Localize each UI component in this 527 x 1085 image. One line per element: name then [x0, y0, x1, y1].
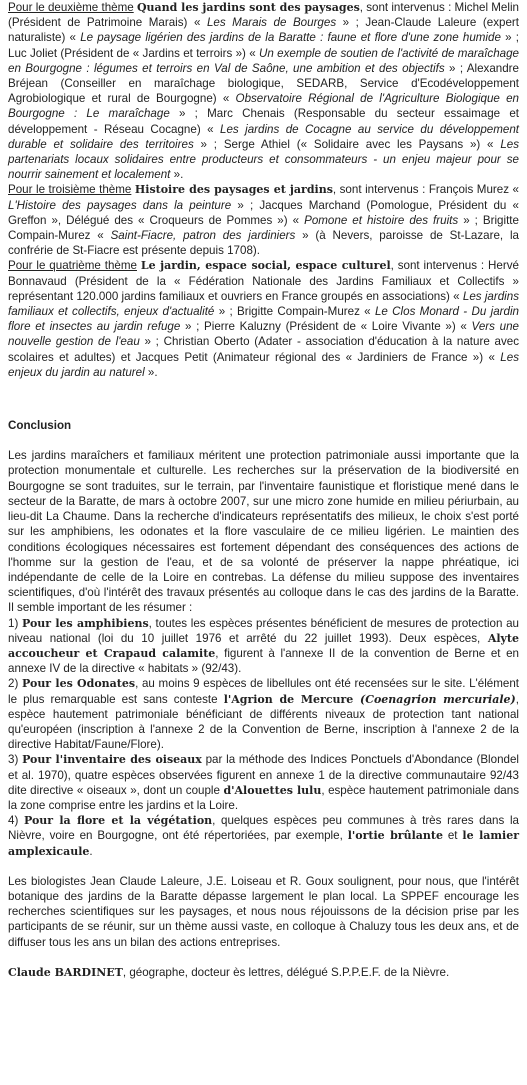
emphasis: Pour l'inventaire des oiseaux — [22, 753, 202, 767]
talk-title: Vers une nouvelle gestion de l'eau — [8, 320, 519, 349]
text-run: , sont intervenus : François Murez « — [332, 183, 519, 197]
text-run: ». — [144, 365, 158, 379]
text-run: , espèce hautement patrimoniale bénéficiant de différents niveaux de protection tant national qu'européen (inscription à l'annexe 2 de la Convention de Berne, inscription à l'annexe 2 de la directive Habitat/Faune/Flore). — [8, 692, 519, 752]
theme-2-paragraph — [8, 0, 519, 182]
conclusion-intro: Les jardins maraîchers et familiaux méritent une protection patrimoniale aussi importante que la protection monumentale et culturelle. Les recherches sur la préservation de la biodiversité en Bourgogne se sont traduites, sur le terrain, par l'inventaire faunistique et floristique mené dans le secteur de la Baratte, de mars à octobre 2007, sur une micro zone humide en milieu périurbain, au lieu-dit La Chaume. Dans la recherche d'indicateurs représentatifs des milieux, le choix s'est porté sur les amphibiens, les odonates et la flore vasculaire de ce milieu ligérien. Le maintien des conditions écologiques nécessaires est fortement dépendant des conséquences des actions de l'homme sur la gestion de l'eau, et de sa volonté de préserver la nappe phréatique, ici indépendante de celle de la Loire en contrebas. La défense du milieu suppose des inventaires scientifiques, d'où l'intérêt des travaux présentés au colloque dans le cas des jardins de la Baratte. Il semble important de les résumer : — [8, 449, 519, 615]
text-run: 4) — [8, 814, 24, 828]
theme-title: Quand les jardins sont des paysages — [136, 1, 360, 14]
emphasis: l'Agrion de Mercure — [223, 692, 361, 706]
emphasis: le lamier amplexicaule — [8, 829, 519, 858]
text-run: » (à Nevers, paroisse de St-Lazare, la confrérie de St-Fiacre est présente depuis 1708). — [8, 229, 519, 258]
theme-intro: Pour le troisième thème — [8, 183, 132, 197]
signature-name: Claude BARDINET — [8, 965, 123, 979]
text-run: 2) — [8, 677, 22, 691]
text-run: » ; Pierre Kaluzny (Président de « Loire Vivante ») « — [180, 320, 472, 334]
talk-title: Le Clos Monard - Du jardin flore et insectes au jardin refuge — [8, 305, 519, 334]
text-run: » ; Jacques Marchand (Pomologue, Président du « Greffon », Délégué des « Croqueurs de Pommes ») « — [8, 198, 519, 227]
talk-title: Pomone et histoire des fruits — [304, 213, 459, 227]
conclusion-item-1 — [8, 616, 519, 677]
conclusion-heading: Conclusion — [8, 419, 72, 433]
text-run: 3) — [8, 753, 23, 767]
signature — [8, 965, 519, 980]
theme-title: Histoire des paysages et jardins — [134, 183, 333, 197]
text-run: . — [89, 844, 93, 858]
talk-title: Les enjeux du jardin au naturel — [8, 350, 519, 379]
talk-title: Un exemple de soutien de l'activité de maraîchage en Bourgogne : légumes et terroirs en Val de Saône, une ambition et des objectifs — [8, 46, 520, 75]
conclusion-item-4 — [8, 813, 519, 859]
text-run: , toutes les espèces présentes bénéficient de mesures de protection au niveau national (loi du 10 juillet 1976 et arrêté du 22 juillet 1993). Deux espèces, — [8, 616, 519, 645]
text-run: , sont intervenus : Michel Melin (Président de Patrimoine Marais) « — [8, 1, 519, 30]
theme-intro: Pour le deuxième thème — [8, 1, 134, 14]
text-run: , quelques espèces peu communes à très rares dans la Nièvre, voire en Bourgogne, ont été répertoriées, par exemple, — [8, 814, 519, 843]
text-run: » ; Alexandre Bréjean (Conseiller en maraîchage biologique, SEDARB, Service d'Ecodéveloppement Agrobiologique et rural de Bourgogne) « — [8, 61, 519, 106]
conclusion-closing: Les biologistes Jean Claude Laleure, J.E. Loiseau et R. Goux soulignent, pour nous, que l'intérêt botanique des jardins de la Baratte dépasse largement le plan local. La SPPEF encourage les recherches scientifiques sur les paysages, et nous nous réjouissons de la décision prise par les participants de se réunir, sur un thème aussi vaste, en colloque à Chaluzy tous les deux ans, et de diffuser tous les ans un bilan des actions entreprises. — [8, 874, 519, 949]
theme-3-paragraph — [8, 182, 519, 258]
species-latin-name: (Coenagrion mercuriale) — [360, 692, 516, 706]
emphasis: Pour les Odonates — [22, 677, 136, 691]
talk-title: Saint-Fiacre, patron des jardiniers — [110, 229, 296, 243]
text-run: » ; Brigitte Compain-Murez « — [8, 213, 519, 243]
text-run: , espèce hautement patrimoniale dans la zone comprise entre les jardins et la Loire. — [8, 783, 519, 812]
text-run: » ; Luc Joliet (Président de « Jardins et terroirs ») « — [8, 31, 519, 60]
theme-speakers — [8, 1, 519, 181]
text-run: » ; Serge Athiel (« Solidaire avec les Paysans ») « — [193, 137, 501, 151]
talk-title: L'Histoire des paysages dans la peinture — [8, 198, 232, 212]
text-run: et — [442, 829, 463, 843]
emphasis: Alyte accoucheur et Crapaud calamite — [8, 631, 519, 660]
theme-title: Le jardin, espace social, espace culturel — [140, 259, 391, 273]
theme-intro: Pour le quatrième thème — [8, 259, 137, 273]
text-run: » ; Marc Chenais (Responsable du secteur essaimage et développement - Réseau Cocagne) « — [8, 107, 519, 136]
talk-title: Les Marais de Bourges — [206, 16, 337, 30]
text-run: » ; Brigitte Compain-Murez « — [214, 305, 375, 319]
signature-details: , géographe, docteur ès lettres, délégué S.P.P.E.F. de la Nièvre. — [122, 965, 450, 979]
text-run: , figurent à l'annexe II de la convention de Berne et en annexe IV de la directive « habitats » (92/43). — [8, 646, 519, 676]
theme-4-paragraph — [8, 258, 519, 380]
talk-title: Le paysage ligérien des jardins de la Baratte : faune et flore d'une zone humide — [80, 31, 501, 45]
theme-speakers — [8, 259, 519, 378]
conclusion-item-3 — [8, 752, 519, 813]
talk-title: Les partenariats locaux solidaires entre producteurs et consommateurs - un enjeu majeur pour se nourrir sainement et localement — [8, 137, 520, 182]
emphasis: d'Alouettes lulu — [223, 783, 322, 797]
conclusion-item-2 — [8, 676, 519, 752]
emphasis: Pour les amphibiens — [21, 616, 149, 630]
talk-title: Les jardins de Cocagne au service du développement durable et solidaire des territoires — [8, 122, 519, 151]
text-run: » ; Christian Oberto (Adater - association d'éducation à la nature avec scolaires et adultes) et Jacques Petit (Animateur régional des « Jardiniers de France ») « — [8, 335, 519, 364]
emphasis: Pour la flore et la végétation — [23, 814, 213, 828]
text-run: 1) — [8, 616, 22, 630]
emphasis: l'ortie brûlante — [347, 829, 443, 843]
talk-title: Observatoire Régional de l'Agriculture Biologique en Bourgogne : Le maraîchage — [8, 92, 519, 121]
text-run: par la méthode des Indices Ponctuels d'Abondance (Blondel et al. 1970), quatre espèces observées figurent en annexe 1 de la directive communautaire 92/43 dite directive « oiseaux », dont un couple — [8, 753, 519, 797]
talk-title: Les jardins familiaux et collectifs, enjeux d'actualité — [8, 289, 519, 319]
text-run: » ; Jean-Claude Laleure (expert naturaliste) « — [8, 16, 520, 45]
text-run: , au moins 9 espèces de libellules ont été recensées sur le site. L'élément le plus remarquable est sans conteste — [8, 677, 520, 706]
text-run: ». — [170, 168, 184, 182]
text-run: , sont intervenus : Hervé Bonnavaud (Président de la « Fédération Nationale des Jardins Familiaux et Collectifs » représentant 120.000 jardins familiaux et ouvriers en France groupés en associations) « — [8, 259, 519, 303]
